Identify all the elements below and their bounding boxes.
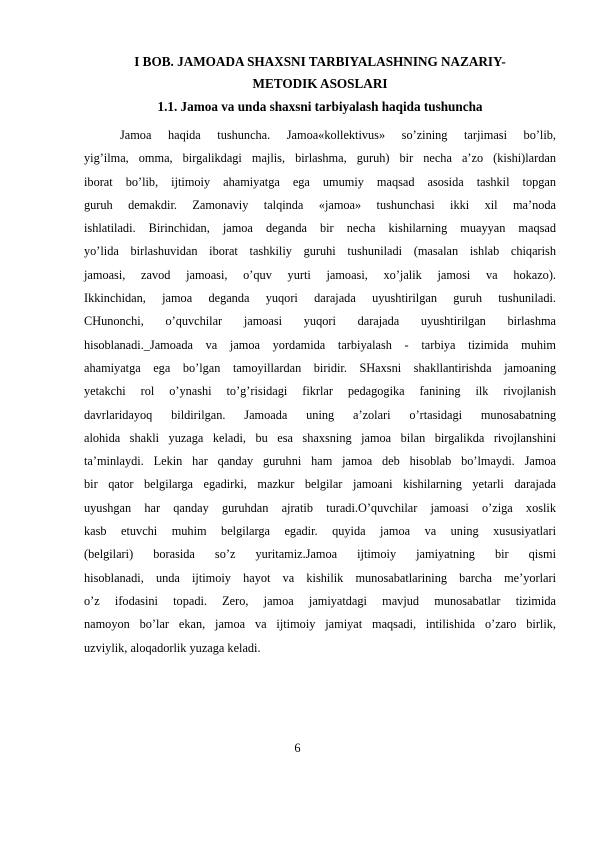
paragraph-line: uzviylik, aloqadorlik yuzaga keladi. xyxy=(84,640,261,655)
paragraph-line: iborat bo’lib, ijtimoiy ahamiyatga ega umumiy maqsad asosida tashkil topgan xyxy=(84,174,556,189)
body-paragraph xyxy=(84,124,556,660)
paragraph-line: alohida shakli yuzaga keladi, bu esa shaxsning jamoa bilan birgalikda rivojlanshini xyxy=(84,430,556,445)
paragraph-line: namoyon bo’lar ekan, jamoa va ijtimoiy jamiyat maqsadi, intilishida o’zaro birlik, xyxy=(84,617,556,632)
paragraph-line: uyushgan har qanday guruhdan ajratib turadi.O’quvchilar jamoasi o’ziga xoslik xyxy=(84,500,556,515)
paragraph-line: yig’ilma, omma, birgalikdagi majlis, birlashma, guruh) bir necha a’zo (kishi)lardan xyxy=(84,151,556,166)
chapter-title-line-1: I BOB. JAMOADA SHAXSNI TARBIYALASHNING NAZARIY- xyxy=(134,54,506,69)
paragraph-line: yo’lida birlashuvidan iborat tashkiliy guruhi tushuniladi (masalan ishlab chiqarish xyxy=(84,244,556,259)
paragraph-line: ishlatiladi. Birinchidan, jamoa deganda bir necha kishilarning muayyan maqsad xyxy=(84,221,556,236)
paragraph-line: davrlaridayoq bildirilgan. Jamoada uning a’zolari o’rtasidagi munosabatning xyxy=(84,407,556,422)
paragraph-line: yetakchi rol o’ynashi to’g’risidagi fikrlar pedagogika fanining ilk rivojlanish xyxy=(84,384,556,399)
page-number: 6 xyxy=(294,741,301,755)
paragraph-line: o’z ifodasini topadi. Zero, jamoa jamiyatdagi mavjud munosabatlar tizimida xyxy=(84,593,556,608)
paragraph-line: kasb etuvchi muhim belgilarga egadir. quyida jamoa va uning xususiyatlari xyxy=(84,524,556,539)
paragraph-line: guruh demakdir. Zamonaviy talqinda «jamoa» tushunchasi ikki xil ma’noda xyxy=(84,197,556,212)
paragraph-line: jamoasi, zavod jamoasi, o’quv yurti jamoasi, xo’jalik jamosi va hokazo). xyxy=(84,267,556,282)
paragraph-line: Jamoa haqida tushuncha. Jamoa«kollektivus» so’zining tarjimasi bo’lib, xyxy=(120,128,556,142)
paragraph-line: hisoblanadi._Jamoada va jamoa yordamida tarbiyalash - tarbiya tizimida muhim xyxy=(84,337,556,352)
paragraph-line: CHunonchi, o’quvchilar jamoasi yuqori darajada uyushtirilgan birlashma xyxy=(84,314,556,329)
paragraph-line: (belgilari) borasida so’z yuritamiz.Jamoa ijtimoiy jamiyatning bir qismi xyxy=(84,547,556,562)
paragraph-line: hisoblanadi, unda ijtimoiy hayot va kishilik munosabatlarining barcha me’yorlari xyxy=(84,570,556,585)
paragraph-line: ta’minlaydi. Lekin har qanday guruhni ham jamoa deb hisoblab bo’lmaydi. Jamoa xyxy=(84,454,556,469)
paragraph-line: ahamiyatga ega bo’lgan tamoyillardan biridir. SHaxsni shakllantirishda jamoaning xyxy=(84,360,556,375)
paragraph-line: bir qator belgilarga egadirki, mazkur belgilar jamoani kishilarning yetarli darajada xyxy=(84,477,556,492)
chapter-title-line-2: METODIK ASOSLARI xyxy=(252,76,388,91)
paragraph-line: Ikkinchidan, jamoa deganda yuqori darajada uyushtirilgan guruh tushuniladi. xyxy=(84,291,556,306)
section-title: 1.1. Jamoa va unda shaxsni tarbiyalash haqida tushuncha xyxy=(157,99,483,114)
